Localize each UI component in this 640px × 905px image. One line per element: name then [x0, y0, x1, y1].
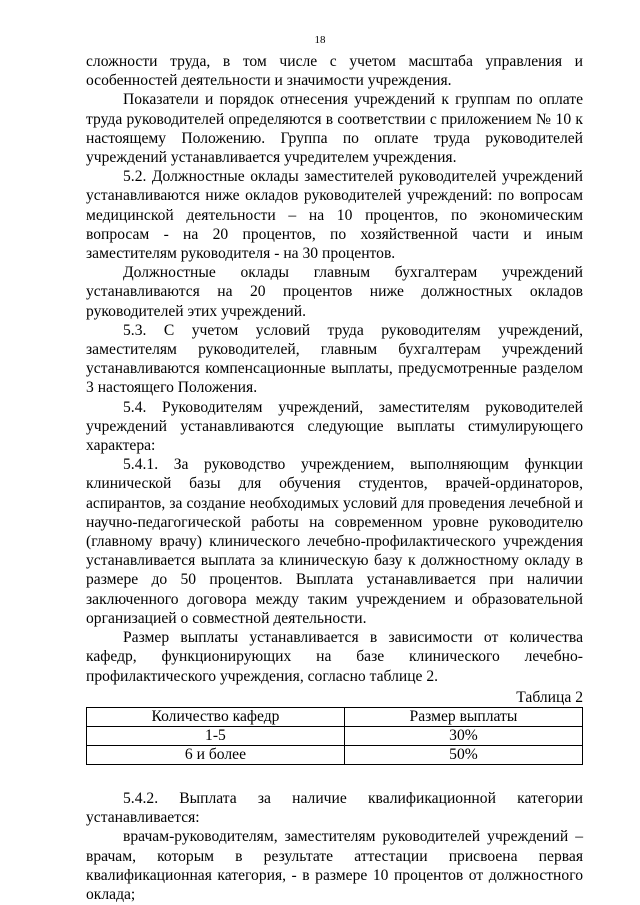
table-header-departments: Количество кафедр: [87, 707, 345, 726]
paragraph: сложности труда, в том числе с учетом масштаба управления и особенностей деятельности и значимости учреждения.: [86, 53, 583, 90]
paragraph: Размер выплаты устанавливается в зависимости от количества кафедр, функционирующих на базе клинического лечебно-профилактического учреждения, согласно таблице 2.: [86, 629, 583, 685]
section-after-table: [86, 789, 583, 904]
paragraph: Должностные оклады главным бухгалтерам учреждений устанавливаются на 20 процентов ниже должностных окладов руководителей этих учреждений.: [86, 264, 583, 320]
payment-table: [86, 707, 583, 765]
page-number: 18: [314, 34, 326, 46]
paragraph: Показатели и порядок отнесения учреждений к группам по оплате труда руководителей определяются в соответствии с приложением № 10 к настоящему Положению. Группа по оплате труда руководителей учреждений устанавливается учредителем учреждения.: [86, 91, 583, 167]
section-before-table: [86, 52, 583, 686]
table-header-row: [87, 707, 583, 726]
table-row: [87, 745, 583, 764]
table-cell-payment: 50%: [344, 745, 582, 764]
paragraph: 5.4.1. За руководство учреждением, выполняющим функции клинической базы для обучения студентов, врачей-ординаторов, аспирантов, за создание необходимых условий для проведения лечебной и научно-педагогической работы на современном уровне руководителю (главному врачу) клинического лечебно-профилактического учреждения устанавливается выплата за клиническую базу к должностному окладу в размере до 50 процентов. Выплата устанавливается при наличии заключенного договора между таким учреждением и образовательной организацией о совместной деятельности.: [86, 456, 583, 627]
paragraph: 5.2. Должностные оклады заместителей руководителей учреждений устанавливаются ниже окладов руководителей учреждений: по вопросам медицинской деятельности – на 10 процентов, по экономическим вопросам - на 20 процентов, по хозяйственной части и иным заместителям руководителя - на 30 процентов.: [86, 168, 583, 263]
paragraph: врачам-руководителям, заместителям руководителей учреждений – врачам, которым в результате аттестации присвоена первая квалификационная категория, - в размере 10 процентов от должностного оклада;: [86, 828, 583, 903]
document-body: [86, 52, 583, 904]
table-cell-departments: 6 и более: [87, 745, 345, 764]
paragraph: 5.4.2. Выплата за наличие квалификационной категории устанавливается:: [86, 789, 583, 827]
table-row: [87, 726, 583, 745]
table-cell-departments: 1-5: [87, 726, 345, 745]
paragraph: 5.4. Руководителям учреждений, заместителям руководителей учреждений устанавливаются следующие выплаты стимулирующего характера:: [86, 398, 583, 455]
paragraph: 5.3. С учетом условий труда руководителям учреждений, заместителям руководителей, главным бухгалтерам учреждений устанавливаются компенсационные выплаты, предусмотренные разделом 3 настоящего Положения.: [86, 321, 583, 397]
table-cell-payment: 30%: [344, 726, 582, 745]
table-caption: Таблица 2: [516, 688, 583, 706]
table-header-payment: Размер выплаты: [344, 707, 582, 726]
